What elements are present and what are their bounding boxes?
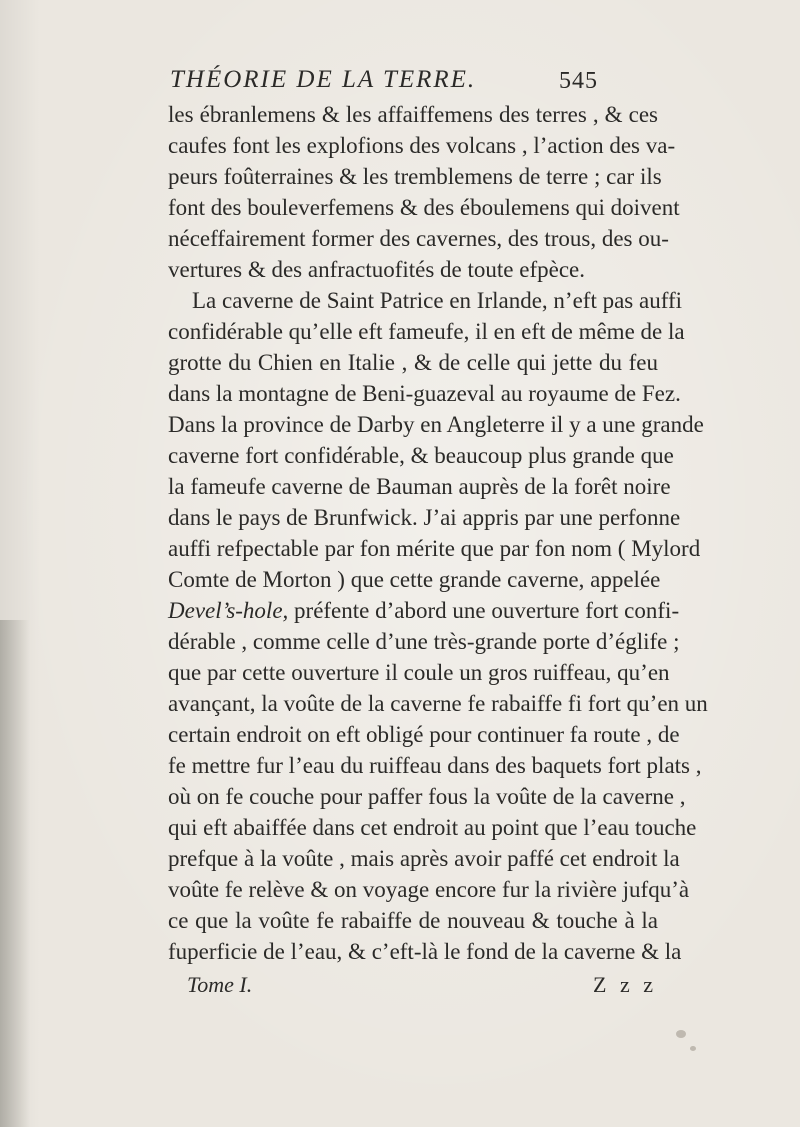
text-line: vertures & des anfractuofités de toute efpèce. — [168, 257, 585, 282]
signature-mark: Z z z — [593, 972, 657, 997]
text-line: Dans la province de Darby en Angleterre il y a une grande — [168, 412, 704, 437]
running-title: THÉORIE DE LA TERRE. — [170, 66, 477, 93]
text-line-with-italic — [168, 595, 680, 626]
text-line-rest: préfente d’abord une ouverture fort confi- — [294, 598, 680, 623]
page-edge-shadow — [0, 620, 30, 1127]
text-line: où on fe couche pour paffer fous la voûte de la caverne , — [168, 784, 686, 809]
paragraph-start-line: La caverne de Saint Patrice en Irlande, n’eft pas auffi — [192, 288, 683, 313]
text-line: grotte du Chien en Italie , & de celle qui jette du feu — [168, 350, 658, 375]
text-line: certain endroit on eft obligé pour continuer fa route , de — [168, 722, 680, 747]
page-footer — [187, 972, 657, 1002]
text-line: confidérable qu’elle eft fameufe, il en eft de même de la — [168, 319, 685, 344]
ink-spot — [690, 1046, 696, 1051]
text-line: fuperficie de l’eau, & c’eft-là le fond de la caverne & la — [168, 939, 682, 964]
text-line: peurs foûterraines & les tremblemens de terre ; car ils — [168, 164, 662, 189]
text-line: Comte de Morton ) que cette grande caverne, appelée — [168, 567, 661, 592]
text-line: néceffairement former des cavernes, des trous, des ou- — [168, 226, 669, 251]
body-text — [168, 99, 708, 967]
text-line: prefque à la voûte , mais après avoir paffé cet endroit la — [168, 846, 680, 871]
ink-spot — [676, 1030, 686, 1038]
text-line: dérable , comme celle d’une très-grande porte d’églife ; — [168, 629, 680, 654]
text-line: caverne fort confidérable, & beaucoup plus grande que — [168, 443, 674, 468]
text-line: que par cette ouverture il coule un gros ruiffeau, qu’en — [168, 660, 670, 685]
page-header — [170, 66, 670, 102]
text-line: dans le pays de Brunfwick. J’ai appris par une perfonne — [168, 505, 681, 530]
text-line: avançant, la voûte de la caverne fe rabaiffe fi fort qu’en un — [168, 691, 708, 716]
text-line: auffi refpectable par fon mérite que par fon nom ( Mylord — [168, 536, 701, 561]
tome-label: Tome I. — [187, 972, 253, 997]
text-line: les ébranlemens & les affaiffemens des terres , & ces — [168, 102, 658, 127]
italic-term: Devel’s-hole, — [168, 598, 289, 623]
text-line: caufes font les explofions des volcans , l’action des va- — [168, 133, 676, 158]
text-line: dans la montagne de Beni-guazeval au royaume de Fez. — [168, 381, 681, 406]
text-line: fe mettre fur l’eau du ruiffeau dans des baquets fort plats , — [168, 753, 702, 778]
text-line: font des bouleverfemens & des éboulemens qui doivent — [168, 195, 680, 220]
text-line: voûte fe relève & on voyage encore fur la rivière jufqu’à — [168, 877, 690, 902]
text-line: qui eft abaiffée dans cet endroit au point que l’eau touche — [168, 815, 697, 840]
page-number: 545 — [559, 68, 598, 94]
text-line: la fameufe caverne de Bauman auprès de la forêt noire — [168, 474, 671, 499]
text-line: ce que la voûte fe rabaiffe de nouveau & touche à la — [168, 908, 658, 933]
